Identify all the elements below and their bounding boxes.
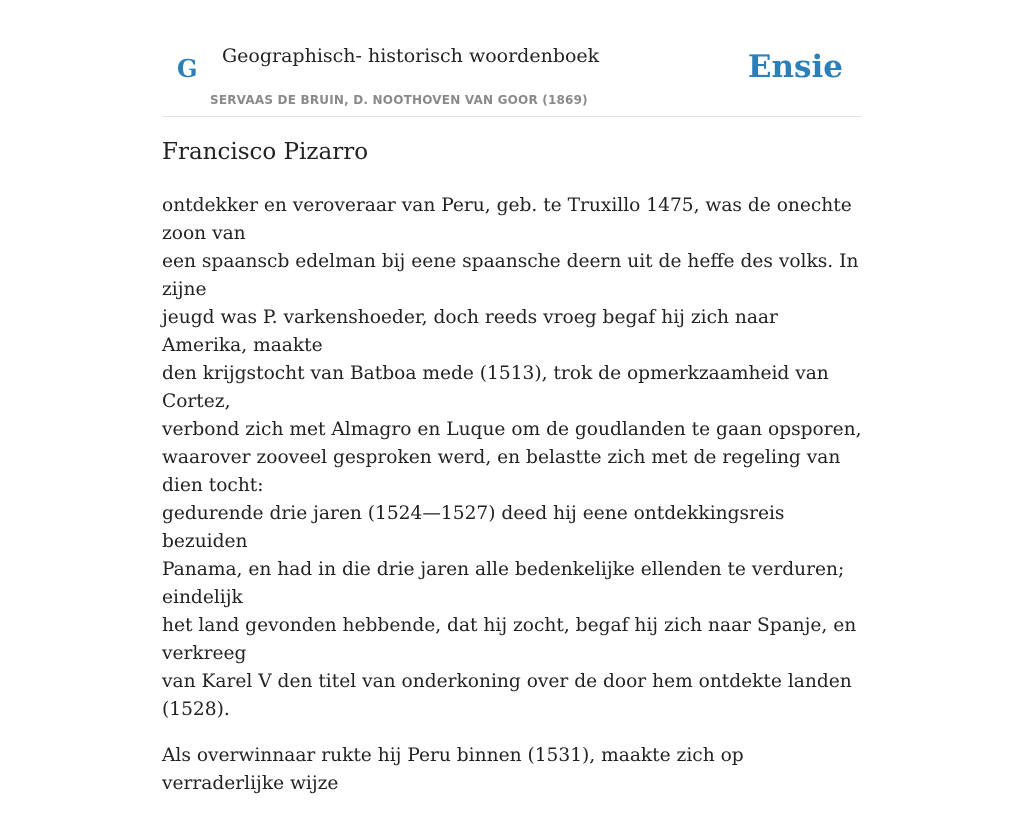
text-line: den krijgstocht van Batboa mede (1513), trok de opmerkzaamheid van Cortez,: [162, 363, 829, 412]
ensie-logo-link[interactable]: Ensie: [747, 49, 843, 85]
book-logo-icon[interactable]: G: [177, 54, 198, 83]
entry-title: Francisco Pizarro: [162, 139, 369, 165]
text-line: gedurende drie jaren (1524—1527) deed hij eene ontdekkingsreis bezuiden: [162, 503, 785, 552]
book-title-link[interactable]: Geographisch- historisch woordenboek: [222, 45, 600, 67]
text-line: een spaanscb edelman bij eene spaansche deern uit de heffe des volks. In zijne: [162, 251, 859, 300]
entry-paragraph-2: [162, 742, 862, 798]
text-line: jeugd was P. varkenshoeder, doch reeds vroeg begaf hij zich naar Amerika, maakte: [162, 307, 778, 356]
text-line: verbond zich met Almagro en Luque om de goudlanden te gaan opsporen,: [162, 419, 862, 440]
text-line: van Karel V den titel van onderkoning over de door hem ontdekte landen (1528).: [162, 671, 852, 720]
entry-paragraph-1: [162, 192, 862, 724]
text-line: Panama, en had in die drie jaren alle bedenkelijke ellenden te verduren; eindelijk: [162, 559, 845, 608]
text-line: Als overwinnaar rukte hij Peru binnen (1531), maakte zich op verraderlijke wijze: [162, 745, 744, 794]
text-line: het land gevonden hebbende, dat hij zocht, begaf hij zich naar Spanje, en verkreeg: [162, 615, 857, 664]
book-authors: SERVAAS DE BRUIN, D. NOOTHOVEN VAN GOOR (1869): [210, 93, 588, 107]
text-line: waarover zooveel gesproken werd, en belastte zich met de regeling van dien tocht:: [162, 447, 841, 496]
book-header: [162, 0, 862, 117]
text-line: ontdekker en veroveraar van Peru, geb. te Truxillo 1475, was de onechte zoon van: [162, 195, 852, 244]
entry-body: [162, 192, 862, 816]
